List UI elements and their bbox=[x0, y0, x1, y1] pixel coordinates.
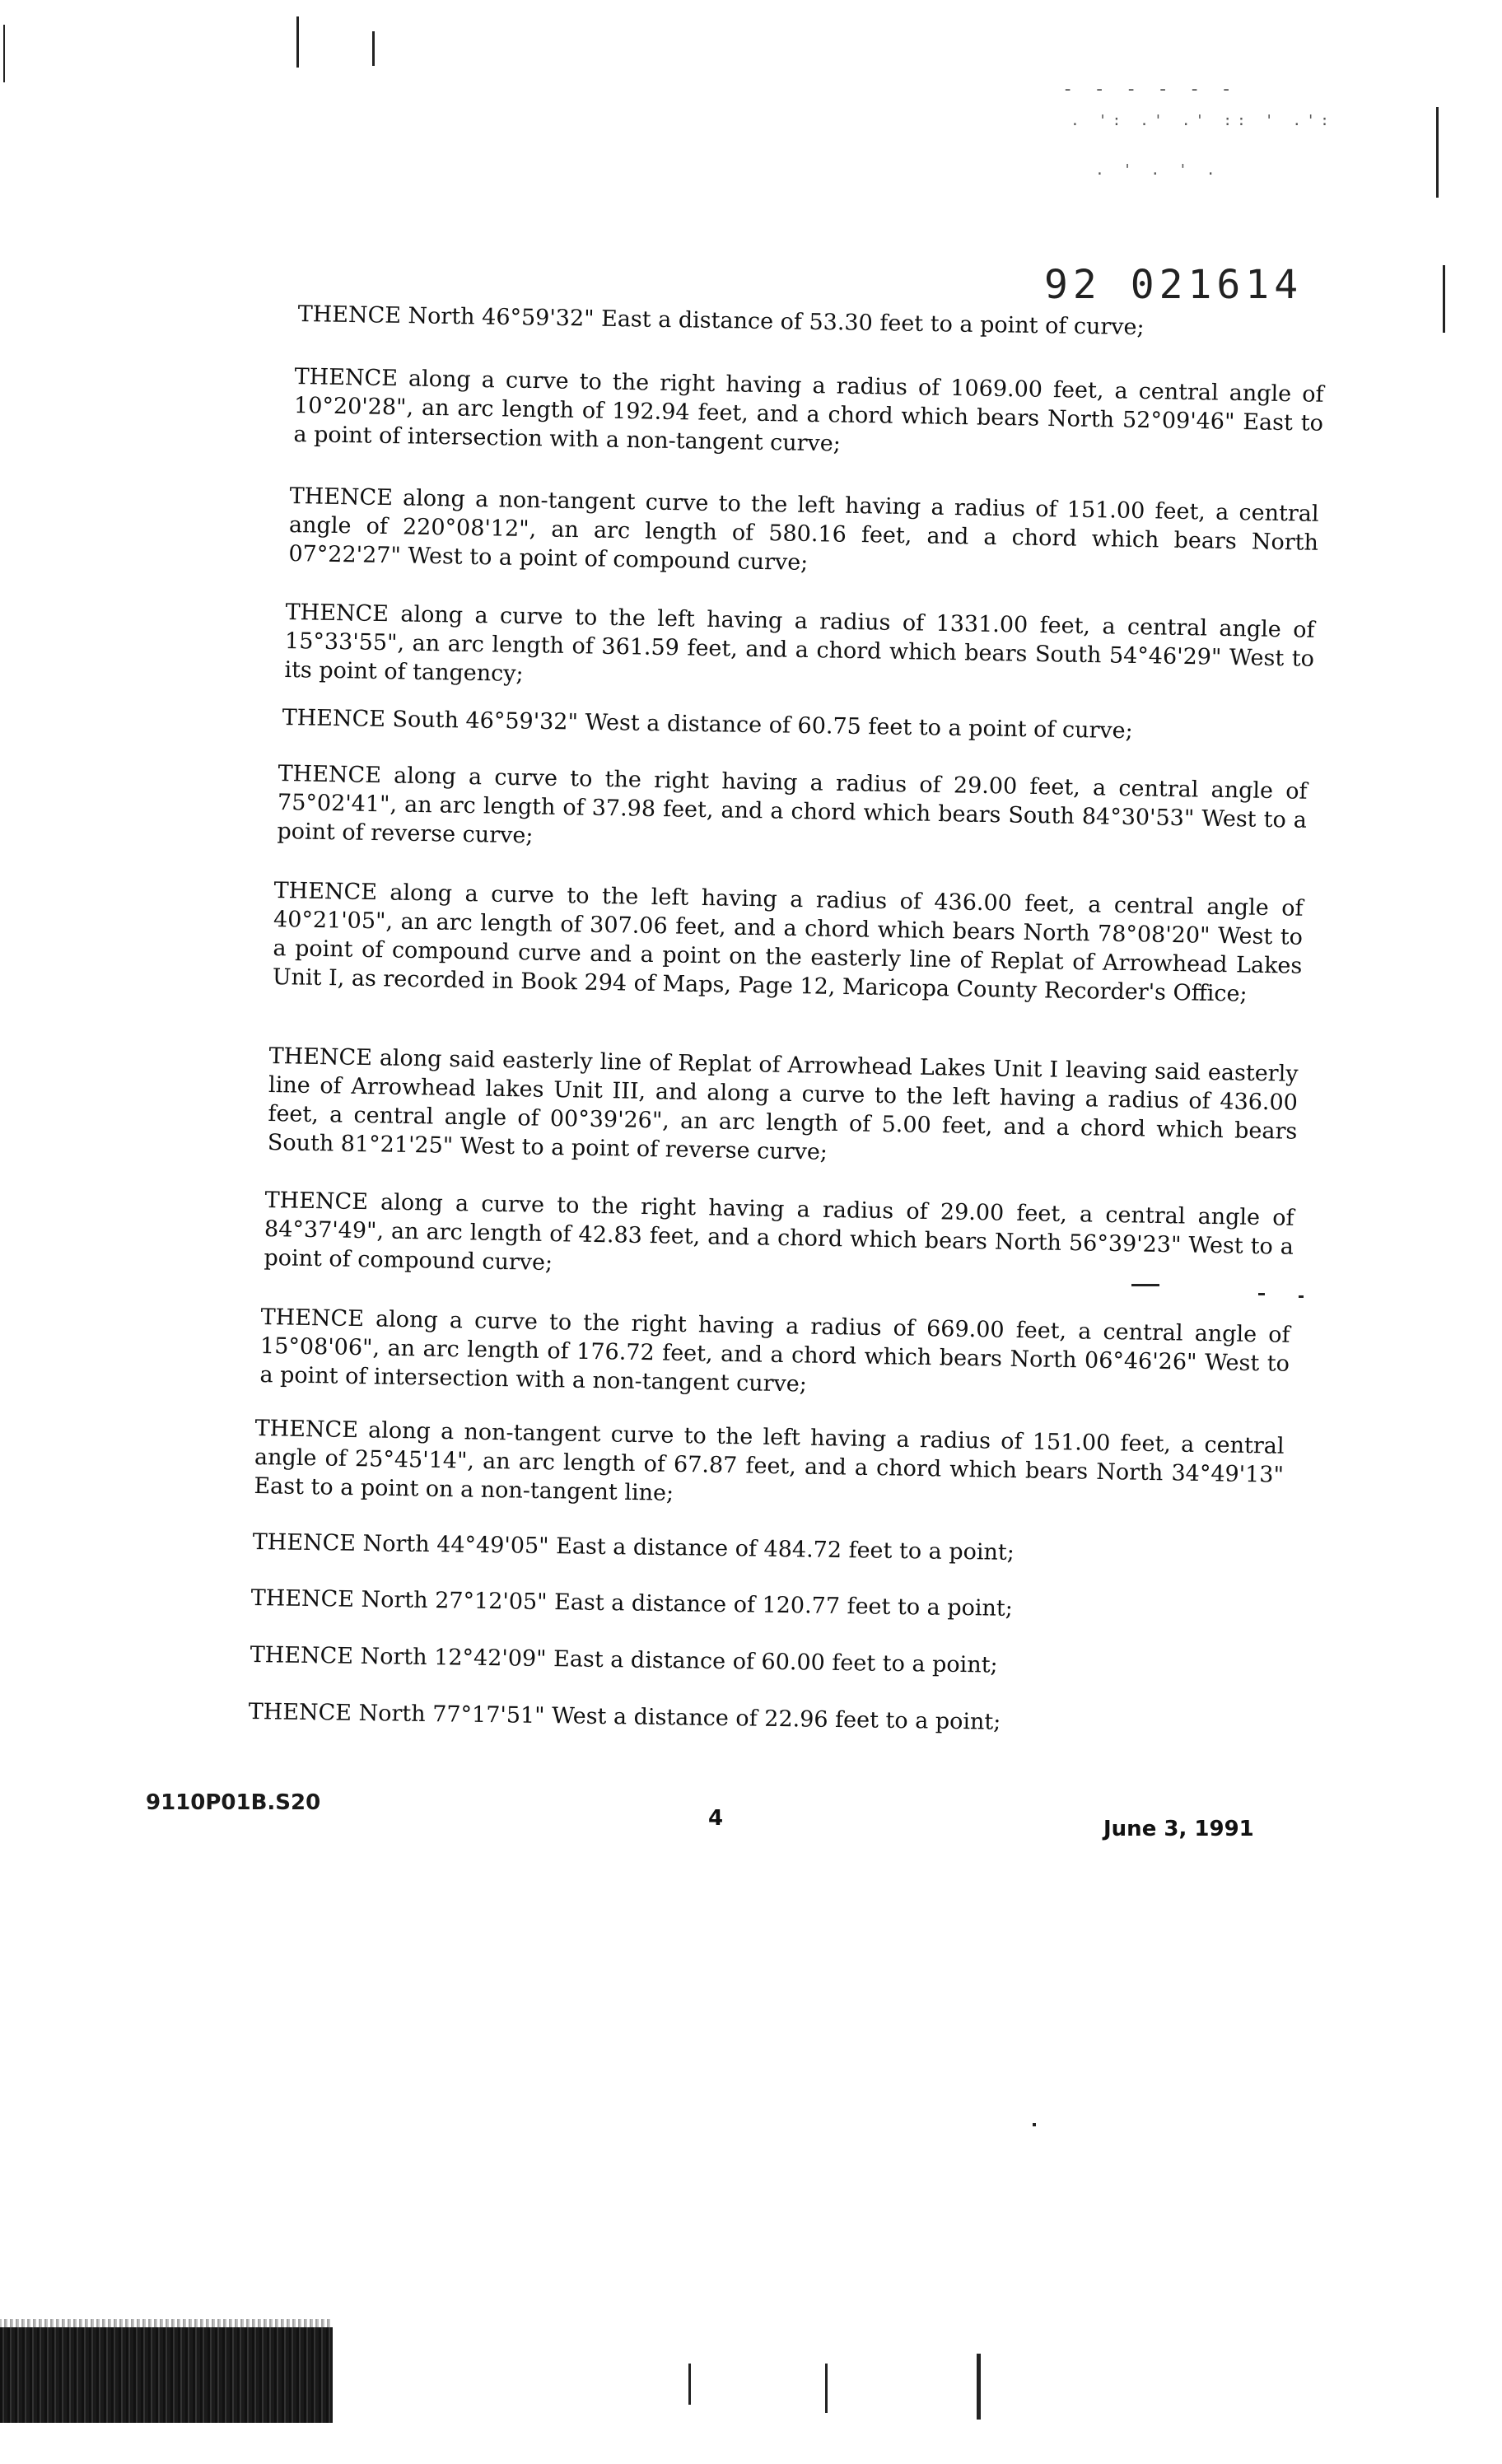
scan-dash-mark bbox=[1299, 1295, 1304, 1298]
scan-edge-mark bbox=[372, 31, 375, 66]
course-paragraph-3: THENCE along a non-tangent curve to the left having a radius of 151.00 feet, a central angle of 220°08'12", an arc length of 580.16 feet, and a chord which bears North 07°22'27" West to a point of compound curve; bbox=[288, 483, 1319, 576]
file-code: 9110P01B.S20 bbox=[146, 1790, 321, 1815]
scan-noise: . ': .' .' :: ' .': bbox=[1071, 112, 1334, 129]
course-paragraph-13: THENCE North 27°12'05" East a distance of 120.77 feet to a point; bbox=[250, 1584, 1014, 1622]
course-paragraph-7: THENCE along a curve to the left having a radius of 436.00 feet, a central angle of 40°21'05", an arc length of 307.06 feet, and a chord which bears North 78°08'20" West to a point of compound curve and a point on the easterly line of Replat of Arrowhead Lakes Unit I, as recorded in Book 294 of Maps, Page 12, Maricopa County Recorder's Office; bbox=[272, 877, 1304, 1007]
recording-number: 92 021614 bbox=[1044, 262, 1304, 308]
scan-dash-mark bbox=[1131, 1284, 1159, 1286]
course-paragraph-4: THENCE along a curve to the left having a radius of 1331.00 feet, a central angle of 15°33'55", an arc length of 361.59 feet, and a chord which bears South 54°46'29" West to its point of tangency; bbox=[284, 599, 1315, 688]
document-date: June 3, 1991 bbox=[1103, 1817, 1254, 1841]
scan-noise: - - - - - - bbox=[1062, 79, 1237, 100]
scan-edge-mark bbox=[296, 16, 299, 68]
scan-speck bbox=[1033, 2123, 1036, 2126]
scan-edge-mark bbox=[977, 2354, 981, 2420]
course-paragraph-5: THENCE South 46°59'32" West a distance of 60.75 feet to a point of curve; bbox=[282, 704, 1133, 744]
scan-edge-mark bbox=[825, 2364, 828, 2413]
course-paragraph-8: THENCE along said easterly line of Replat of Arrowhead Lakes Unit I leaving said easterly line of Arrowhead lakes Unit III, and along a curve to the left having a radius of 436.00 feet, a central angle of 00°39'26", an arc length of 5.00 feet, and a chord which bears South 81°21'25" West to a point of reverse curve; bbox=[267, 1043, 1299, 1165]
course-paragraph-10: THENCE along a curve to the right having a radius of 669.00 feet, a central angle of 15°08'06", an arc length of 176.72 feet, and a chord which bears North 06°46'26" West to a point of intersection with a non-tangent curve; bbox=[259, 1304, 1290, 1398]
course-paragraph-2: THENCE along a curve to the right having a radius of 1069.00 feet, a central angle of 10°20'28", an arc length of 192.94 feet, and a chord which bears North 52°09'46" East to a point of intersection with a non-tangent curve; bbox=[293, 363, 1324, 457]
scan-noise: . ' . ' . bbox=[1095, 161, 1220, 179]
course-paragraph-11: THENCE along a non-tangent curve to the left having a radius of 151.00 feet, a central angle of 25°45'14", an arc length of 67.87 feet, and a chord which bears North 34°49'13" East to a point on a non-tangent line; bbox=[254, 1415, 1285, 1506]
course-paragraph-15: THENCE North 77°17'51" West a distance of 22.96 feet to a point; bbox=[248, 1698, 1001, 1735]
course-paragraph-9: THENCE along a curve to the right having a radius of 29.00 feet, a central angle of 84°37'49", an arc length of 42.83 feet, and a chord which bears North 56°39'23" West to a point of compound curve; bbox=[264, 1187, 1294, 1276]
scan-edge-mark bbox=[1436, 107, 1439, 198]
scan-noise-block bbox=[0, 2327, 333, 2423]
scan-edge-mark bbox=[1443, 265, 1445, 333]
course-paragraph-12: THENCE North 44°49'05" East a distance of 484.72 feet to a point; bbox=[252, 1528, 1015, 1566]
scan-edge-mark bbox=[3, 25, 5, 82]
course-paragraph-6: THENCE along a curve to the right having a radius of 29.00 feet, a central angle of 75°02'41", an arc length of 37.98 feet, and a chord which bears South 84°30'53" West to a point of reverse curve; bbox=[277, 760, 1308, 849]
course-paragraph-14: THENCE North 12°42'09" East a distance of 60.00 feet to a point; bbox=[250, 1641, 998, 1678]
scan-dash-mark bbox=[1258, 1293, 1265, 1295]
course-paragraph-1: THENCE North 46°59'32" East a distance of 53.30 feet to a point of curve; bbox=[297, 301, 1145, 341]
scan-edge-mark bbox=[688, 2364, 691, 2405]
page-number: 4 bbox=[708, 1806, 724, 1831]
